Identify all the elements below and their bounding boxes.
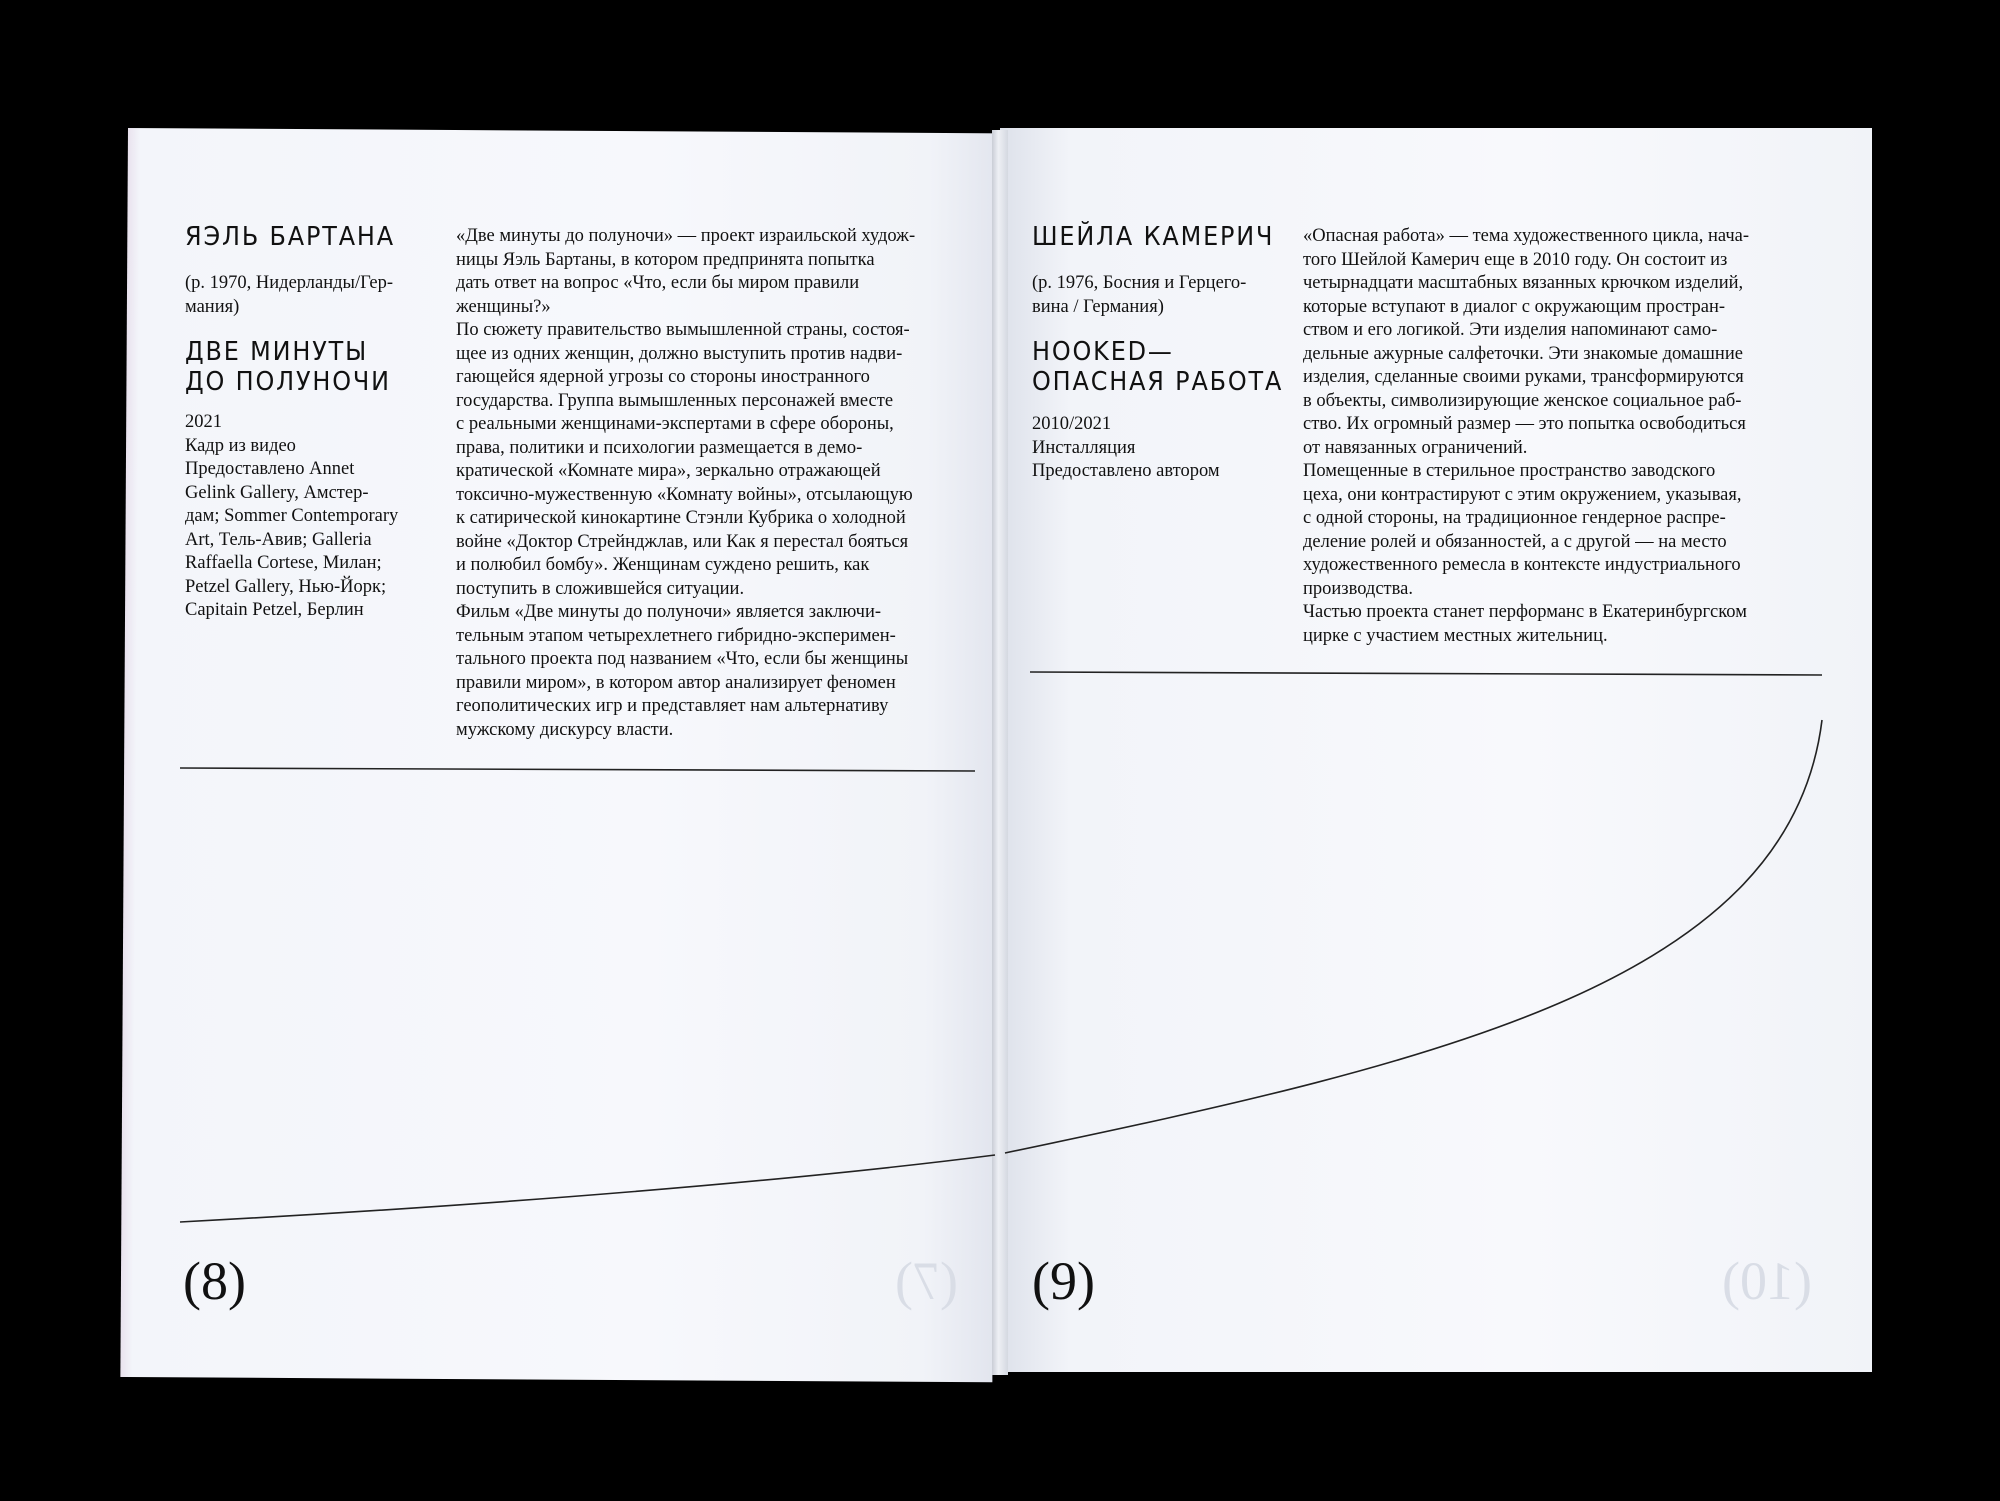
body-line: к сатирической кинокартине Стэнли Кубрика о холодной xyxy=(456,508,906,528)
caption-line: Инсталляция xyxy=(1032,437,1136,458)
body-line: права, политики и психологии размещается в демо- xyxy=(456,437,863,458)
page-number-right: (9) xyxy=(1032,1251,1095,1311)
body-line: цирке с участием местных жительниц. xyxy=(1303,625,1608,646)
body-line: «Опасная работа» — тема художественного цикла, нача- xyxy=(1303,226,1750,246)
body-line: и полюбил бомбу». Женщинам суждено решить, как xyxy=(456,555,870,575)
artist-name-right: ШЕЙЛА КАМЕРИЧ xyxy=(1032,222,1275,252)
caption-line: Capitain Petzel, Берлин xyxy=(185,600,364,620)
body-line: Фильм «Две минуты до полуночи» является заключи- xyxy=(456,602,882,622)
caption-line: Кадр из видео xyxy=(185,435,296,456)
body-line: дельные ажурные салфеточки. Эти знакомые домашние xyxy=(1303,343,1743,364)
work-caption-right xyxy=(1032,413,1272,484)
caption-line: Предоставлено Annet xyxy=(185,459,355,479)
body-line: геополитических игр и представляет нам альтернативу xyxy=(456,696,889,716)
body-line: дать ответ на вопрос «Что, если бы миром правили xyxy=(456,273,860,293)
artist-name-left: ЯЭЛЬ БАРТАНА xyxy=(185,222,395,252)
artist-bio-right xyxy=(1032,272,1246,319)
caption-line: 2010/2021 xyxy=(1032,414,1112,434)
body-line: поступить в сложившейся ситуации. xyxy=(456,578,745,599)
body-line: цеха, они контрастируют с этим окружением, указывая, xyxy=(1303,484,1742,505)
body-line: тельным этапом четырехлетнего гибридно-эксперимен- xyxy=(456,625,896,646)
bio-line: (р. 1970, Нидерланды/Гер- xyxy=(185,273,394,293)
body-line: гающейся ядерной угрозы со стороны иностранного xyxy=(456,367,870,387)
body-text-right xyxy=(1303,225,1823,648)
caption-line: Art, Тель-Авив; Galleria xyxy=(185,529,372,550)
body-line: в объекты, символизирующие женское социальное раб- xyxy=(1303,390,1742,411)
body-line: от навязанных ограничений. xyxy=(1303,437,1528,458)
body-line: щее из одних женщин, должно выступить против надви- xyxy=(456,343,903,364)
body-line: того Шейлой Камерич еще в 2010 году. Он состоит из xyxy=(1303,249,1728,270)
caption-line: Petzel Gallery, Нью-Йорк; xyxy=(185,576,387,597)
body-line: тального проекта под названием «Что, если бы женщины xyxy=(456,649,909,669)
body-line: токсично-мужественную «Комнату войны», отсылающую xyxy=(456,484,913,505)
caption-line: дам; Sommer Contemporary xyxy=(185,506,399,526)
title-line: HOOKED— xyxy=(1032,337,1174,367)
caption-line: 2021 xyxy=(185,412,222,432)
page-number-left: (8) xyxy=(183,1251,246,1311)
body-line: деление ролей и обязанностей, а с другой — на место xyxy=(1303,531,1727,552)
work-title-right xyxy=(1032,337,1283,397)
body-line: изделия, сделанные своими руками, трансформируются xyxy=(1303,367,1744,387)
body-line: войне «Доктор Стрейнджлав, или Как я перестал бояться xyxy=(456,531,909,552)
caption-line: Предоставлено автором xyxy=(1032,461,1220,481)
body-line: ство. Их огромный размер — это попытка освободиться xyxy=(1303,414,1746,434)
body-line: государства. Группа вымышленных персонажей вместе xyxy=(456,390,894,411)
body-line: четырнадцати масштабных вязанных крючком изделий, xyxy=(1303,273,1744,293)
body-line: с одной стороны, на традиционное гендерное распре- xyxy=(1303,508,1726,528)
title-line: ДО ПОЛУНОЧИ xyxy=(185,367,391,397)
artist-bio-left xyxy=(185,272,393,319)
title-line: ОПАСНАЯ РАБОТА xyxy=(1032,367,1284,397)
body-line: которые вступают в диалог с окружающим простран- xyxy=(1303,296,1726,317)
body-line: производства. xyxy=(1303,578,1413,599)
bio-line: мания) xyxy=(185,296,240,317)
body-line: Помещенные в стерильное пространство заводского xyxy=(1303,461,1716,481)
body-line: кратической «Комнате мира», зеркально отражающей xyxy=(456,461,881,481)
body-line: с реальными женщинами-экспертами в сфере обороны, xyxy=(456,414,894,434)
work-caption-left xyxy=(185,411,425,623)
body-text-left xyxy=(456,225,976,742)
work-title-left xyxy=(185,337,391,397)
body-line: правили миром», в котором автор анализирует феномен xyxy=(456,672,896,693)
body-line: мужскому дискурсу власти. xyxy=(456,719,674,740)
body-line: ством и его логикой. Эти изделия напоминают само- xyxy=(1303,320,1718,340)
bio-line: вина / Германия) xyxy=(1032,296,1164,317)
body-line: ницы Яэль Бартаны, в котором предпринята попытка xyxy=(456,249,875,270)
bio-line: (р. 1976, Босния и Герцего- xyxy=(1032,273,1247,293)
body-line: Частью проекта станет перформанс в Екатеринбургском xyxy=(1303,602,1747,622)
body-line: По сюжету правительство вымышленной страны, состоя- xyxy=(456,320,910,340)
book-spine xyxy=(992,130,1008,1375)
body-line: художественного ремесла в контексте индустриального xyxy=(1303,555,1741,575)
title-line: ДВЕ МИНУТЫ xyxy=(185,337,369,367)
ghost-page-number-right: (10) xyxy=(1722,1251,1812,1311)
caption-line: Raffaella Cortese, Милан; xyxy=(185,553,382,573)
caption-line: Gelink Gallery, Амстер- xyxy=(185,482,369,503)
ghost-page-number-left: (7) xyxy=(895,1251,958,1311)
body-line: «Две минуты до полуночи» — проект израильской худож- xyxy=(456,226,916,246)
body-line: женщины?» xyxy=(456,296,551,317)
